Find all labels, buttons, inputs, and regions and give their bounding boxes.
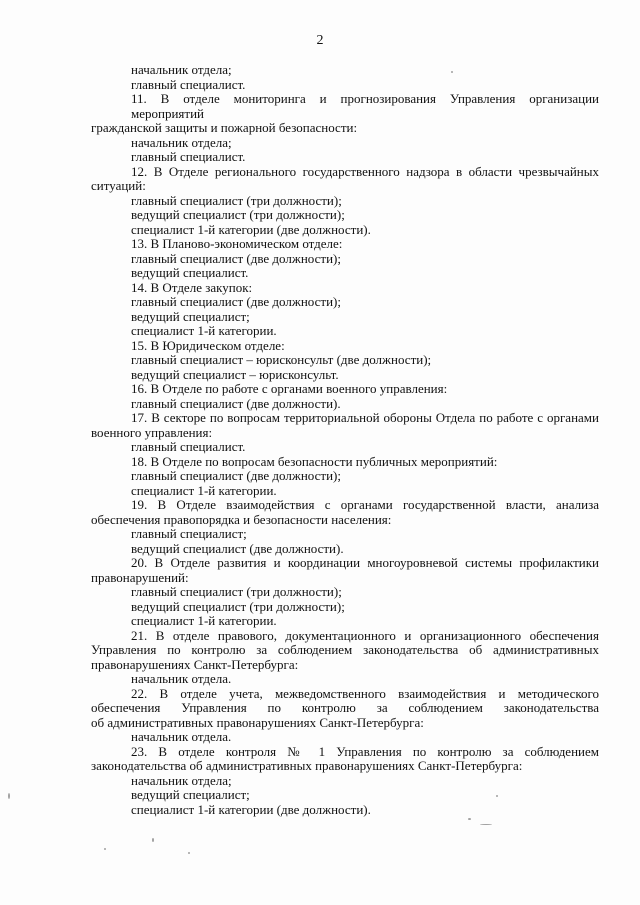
text-line: специалист 1-й категории (две должности). [131, 801, 371, 817]
text-line: обеспечения Управления по контролю за соблюдением законодательства [91, 700, 599, 715]
scan-speck [468, 818, 471, 820]
text-line: начальник отдела; [131, 772, 232, 788]
scan-speck [152, 838, 154, 842]
text-line: 22. В отделе учета, межведомственного взаимодействия и методического [131, 685, 599, 701]
text-line: главный специалист (две должности). [131, 395, 341, 411]
text-line: об административных правонарушениях Санкт-Петербурга: [91, 714, 424, 730]
text-line: 19. В Отделе взаимодействия с органами государственной власти, анализа [131, 497, 599, 512]
text-line: главный специалист (две должности); [131, 250, 341, 266]
text-line: главный специалист. [131, 149, 246, 164]
text-line: начальник отдела. [131, 671, 232, 686]
text-line: специалист 1-й категории. [131, 613, 277, 628]
text-line: 11. В отделе мониторинга и прогнозирования Управления организации мероприятий [131, 91, 599, 121]
text-line: главный специалист (три должности); [131, 192, 342, 208]
text-line: ведущий специалист (три должности); [131, 598, 345, 614]
text-line: ситуаций: [91, 178, 146, 193]
scan-speck [451, 71, 453, 73]
text-line: 13. В Планово-экономическом отделе: [131, 236, 343, 251]
text-line: 23. В отделе контроля № 1 Управления по контролю за соблюдением [131, 743, 599, 759]
text-line: начальник отдела. [131, 729, 232, 744]
scan-speck [8, 793, 10, 799]
text-line: главный специалист; [131, 526, 247, 541]
text-line: 20. В Отделе развития и координации многоуровневой системы профилактики [131, 555, 599, 570]
text-line: главный специалист. [131, 76, 246, 92]
text-line: военного управления: [91, 424, 213, 440]
scan-speck [496, 795, 498, 797]
text-line: главный специалист. [131, 439, 246, 454]
scan-speck [188, 852, 190, 854]
text-line: начальник отдела; [131, 62, 232, 77]
text-line: ведущий специалист (две должности). [131, 540, 344, 556]
scan-speck [480, 824, 492, 825]
text-line: обеспечения правопорядка и безопасности населения: [91, 511, 392, 527]
text-line: специалист 1-й категории. [131, 482, 277, 498]
text-line: правонарушений: [91, 569, 189, 585]
text-line: 14. В Отделе закупок: [131, 279, 253, 295]
text-line: ведущий специалист; [131, 787, 250, 802]
text-line: ведущий специалист – юрисконсульт. [131, 366, 339, 382]
text-line: 18. В Отделе по вопросам безопасности публичных мероприятий: [131, 453, 498, 469]
text-line: начальник отдела; [131, 134, 232, 150]
text-line: Управления по контролю за соблюдением законодательства об административных [91, 642, 599, 657]
text-line: специалист 1-й категории. [131, 323, 277, 338]
text-line: 16. В Отделе по работе с органами военного управления: [131, 381, 448, 396]
page-number: 2 [316, 33, 324, 48]
text-line: 15. В Юридическом отделе: [131, 337, 285, 353]
text-line: 21. В отделе правового, документационного и организационного обеспечения [131, 627, 599, 643]
text-line: ведущий специалист. [131, 265, 249, 280]
text-line: законодательства об административных правонарушениях Санкт-Петербурга: [91, 758, 523, 773]
text-line: главный специалист (три должности); [131, 584, 342, 599]
text-line: гражданской защиты и пожарной безопасности: [91, 120, 358, 135]
text-line: ведущий специалист; [131, 308, 250, 324]
text-line: 17. В секторе по вопросам территориальной обороны Отдела по работе с органами [131, 410, 599, 425]
text-line: главный специалист (две должности); [131, 468, 341, 483]
text-line: ведущий специалист (три должности); [131, 207, 345, 222]
scan-speck [104, 848, 106, 850]
text-line: главный специалист – юрисконсульт (две должности); [131, 352, 432, 367]
text-line: главный специалист (две должности); [131, 294, 341, 309]
text-line: правонарушениях Санкт-Петербурга: [91, 656, 299, 672]
text-line: 12. В Отделе регионального государственного надзора в области чрезвычайных [131, 163, 599, 179]
text-line: специалист 1-й категории (две должности). [131, 221, 371, 237]
document-body [91, 63, 599, 817]
